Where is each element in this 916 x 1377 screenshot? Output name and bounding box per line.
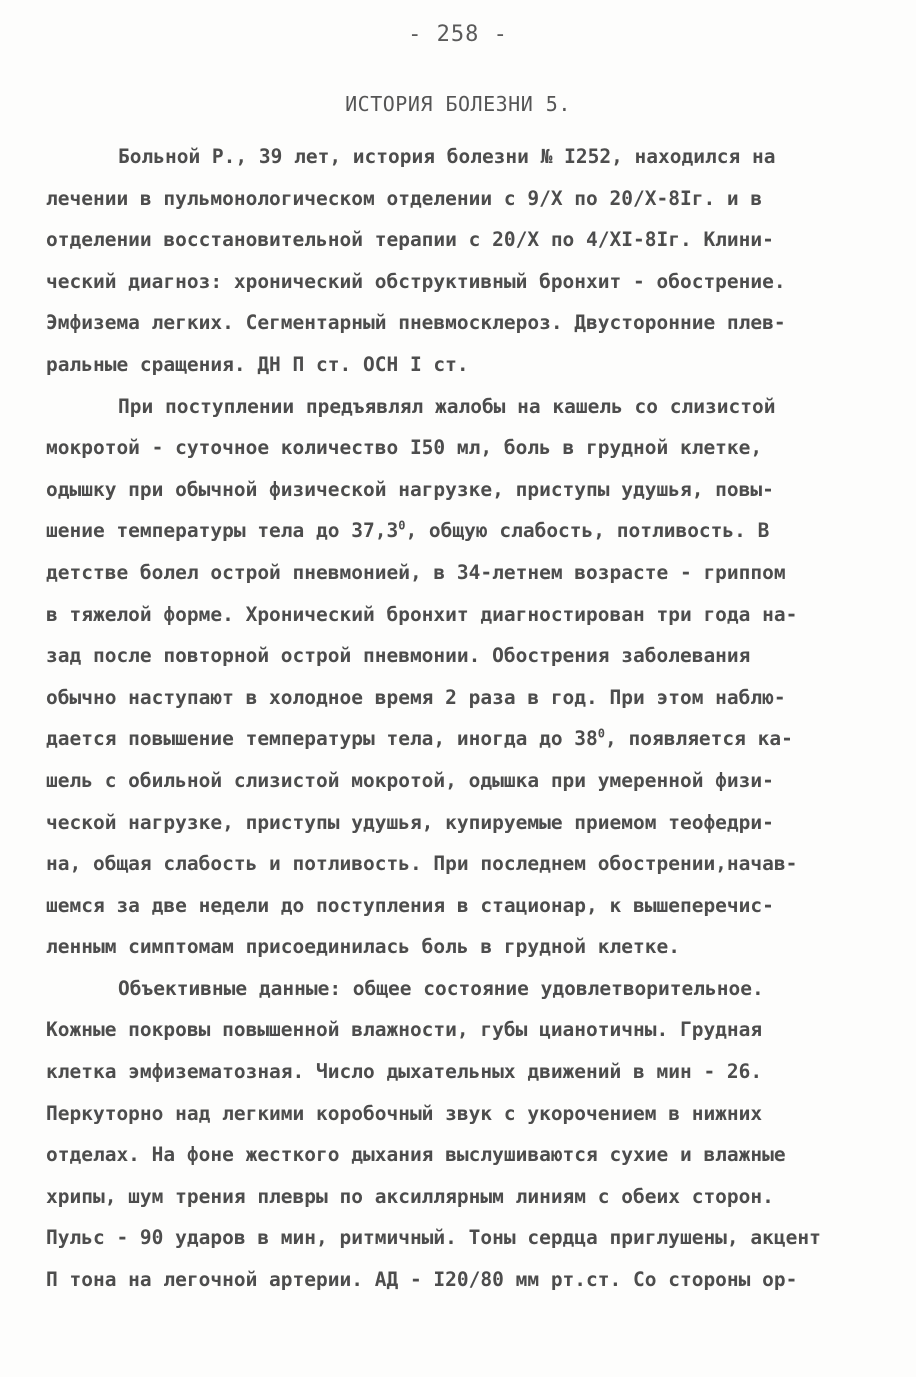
text-line-with-superscript: [46, 510, 886, 552]
text-line: Эмфизема легких. Сегментарный пневмосклероз. Двусторонние плев-: [46, 311, 786, 335]
document-body: [46, 136, 886, 1301]
text-line: П тона на легочной артерии. АД - I20/80 мм рт.ст. Со стороны ор-: [46, 1268, 798, 1292]
text-line: в тяжелой форме. Хронический бронхит диагностирован три года на-: [46, 602, 798, 626]
text-line: При поступлении предъявлял жалобы на кашель со слизистой: [118, 394, 776, 418]
text-line: Больной Р., 39 лет, история болезни № I252, находился на: [118, 145, 776, 168]
paragraph-objective-data: [46, 968, 886, 1301]
text-line: ческий диагноз: хронический обструктивный бронхит - обострение.: [46, 269, 786, 293]
text-line: Пульс - 90 ударов в мин, ритмичный. Тоны сердца приглушены, акцент: [46, 1226, 821, 1250]
text-line: Перкуторно над легкими коробочный звук с укорочением в нижних: [46, 1101, 763, 1125]
text-line: детстве болел острой пневмонией, в 34-летнем возрасте - гриппом: [46, 560, 786, 584]
paragraph-case-summary: [46, 136, 886, 386]
text-line: зад после повторной острой пневмонии. Обострения заболевания: [46, 644, 751, 668]
text-line: одышку при обычной физической нагрузке, приступы удушья, повы-: [46, 477, 774, 501]
degree-superscript: 0: [398, 518, 406, 533]
text-line: клетка эмфизематозная. Число дыхательных движений в мин - 26.: [46, 1060, 763, 1084]
text-line: мокротой - суточное количество I50 мл, боль в грудной клетке,: [46, 436, 763, 460]
text-line-with-superscript: [46, 718, 886, 760]
text-line: ральные сращения. ДН П ст. ОСН I ст.: [46, 352, 469, 376]
text-line: лечении в пульмонологическом отделении с 9/Х по 20/Х-8Iг. и в: [46, 186, 763, 210]
text-line: шемся за две недели до поступления в стационар, к вышеперечис-: [46, 893, 774, 917]
document-title: ИСТОРИЯ БОЛЕЗНИ 5.: [345, 92, 571, 116]
text-line: на, общая слабость и потливость. При последнем обострении,начав-: [46, 852, 798, 876]
text-segment: , общую слабость, потливость. В: [405, 519, 770, 543]
text-segment: дается повышение температуры тела, иногда до 38: [46, 727, 598, 751]
text-line: ческой нагрузке, приступы удушья, купируемые приемом теофедри-: [46, 810, 774, 834]
paragraph-complaints: [46, 386, 886, 968]
degree-superscript: 0: [597, 726, 606, 741]
text-line: отделении восстановительной терапии с 20/Х по 4/ХI-8Iг. Клини-: [46, 228, 774, 252]
text-line: Объективные данные: общее состояние удовлетворительное.: [118, 976, 764, 1000]
text-segment: , появляется ка-: [605, 727, 793, 751]
text-line: обычно наступают в холодное время 2 раза в год. При этом наблю-: [46, 685, 786, 709]
text-line: ленным симптомам присоединилась боль в грудной клетке.: [46, 935, 680, 959]
text-segment: шение температуры тела до 37,3: [46, 519, 399, 543]
text-line: Кожные покровы повышенной влажности, губы цианотичны. Грудная: [46, 1018, 763, 1042]
text-line: отделах. На фоне жесткого дыхания выслушиваются сухие и влажные: [46, 1143, 786, 1167]
text-line: хрипы, шум трения плевры по аксиллярным линиям с обеих сторон.: [46, 1184, 774, 1208]
text-line: шель с обильной слизистой мокротой, одышка при умеренной физи-: [46, 768, 774, 792]
page-number: - 258 -: [408, 22, 508, 47]
